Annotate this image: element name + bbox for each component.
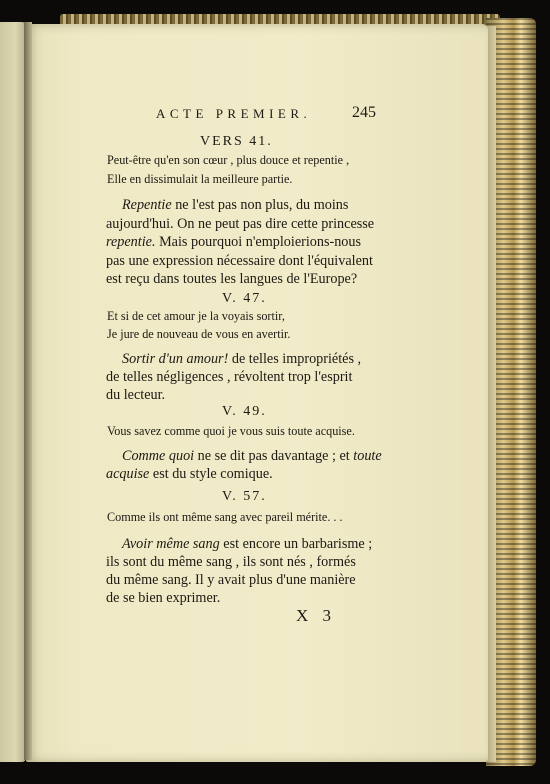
verse-line: Je jure de nouveau de vous en avertir.: [107, 327, 291, 341]
running-head: ACTE PREMIER.: [156, 106, 312, 121]
signature-mark: X 3: [296, 606, 337, 625]
commentary-line: pas une expression nécessaire dont l'équivalent: [106, 253, 373, 269]
commentary-line: de se bien exprimer.: [106, 590, 221, 606]
italic-term: acquise: [106, 466, 150, 482]
commentary-line: acquise est du style comique.: [106, 466, 273, 482]
page-number: 245: [352, 104, 376, 121]
verse-line: Comme ils ont même sang avec pareil mérite. . .: [107, 510, 343, 524]
italic-term: Avoir même sang: [122, 536, 220, 552]
commentary-line: aujourd'hui. On ne peut pas dire cette princesse: [106, 216, 375, 232]
commentary-line: Repentie ne l'est pas non plus, du moins: [122, 197, 349, 213]
commentary-line: du lecteur.: [106, 387, 166, 403]
commentary-line: de telles négligences , révoltent trop l'esprit: [106, 369, 353, 385]
italic-term: toute: [353, 448, 382, 464]
facing-page-edge: [0, 22, 26, 762]
commentary-line: Avoir même sang est encore un barbarisme ;: [122, 536, 373, 552]
verse-line: Vous savez comme quoi je vous suis toute acquise.: [107, 424, 355, 438]
italic-term: Repentie: [122, 197, 172, 213]
commentary-line: est reçu dans toutes les langues de l'Europe?: [106, 271, 358, 287]
section-heading: VERS 41.: [200, 134, 273, 149]
commentary-line: du même sang. Il y avait plus d'une manière: [106, 572, 356, 588]
italic-term: Sortir d'un amour!: [122, 351, 229, 367]
italic-term: repentie.: [106, 234, 156, 250]
verse-line: Et si de cet amour je la voyais sortir,: [107, 309, 285, 323]
verse-line: Peut-être qu'en son cœur , plus douce et repentie ,: [107, 153, 350, 167]
commentary-line: ils sont du même sang , ils sont nés , formés: [106, 554, 356, 570]
page-gutter: [24, 22, 32, 760]
commentary-line: Comme quoi ne se dit pas davantage ; et toute: [122, 448, 382, 464]
verse-line: Elle en dissimulait la meilleure partie.: [107, 172, 293, 186]
italic-term: Comme quoi: [122, 448, 195, 464]
section-heading: V. 47.: [222, 291, 267, 306]
commentary-line: repentie. Mais pourquoi n'emploierions-nous: [106, 234, 362, 250]
section-heading: V. 57.: [222, 489, 267, 504]
section-heading: V. 49.: [222, 404, 267, 419]
commentary-line: Sortir d'un amour! de telles impropriétés ,: [122, 351, 362, 367]
